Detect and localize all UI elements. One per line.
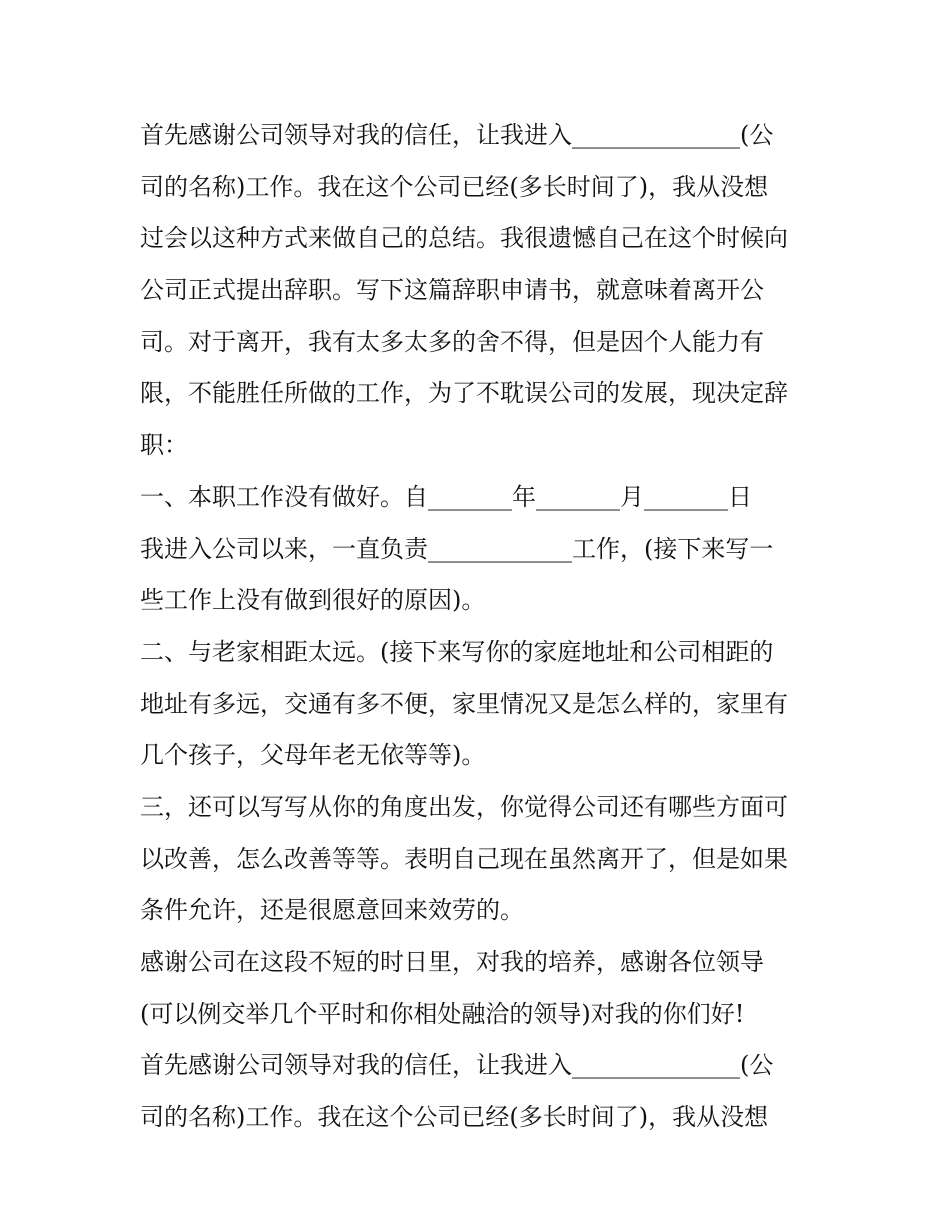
document-body	[140, 110, 820, 1144]
text-line: 职：	[140, 431, 188, 460]
text-line: 二、与老家相距太远。(接下来写你的家庭地址和公司相距的	[140, 637, 774, 666]
text-line: 司。对于离开，我有太多太多的舍不得，但是因个人能力有	[140, 327, 764, 356]
text-line: 限，不能胜任所做的工作，为了不耽误公司的发展，现决定辞	[140, 379, 788, 408]
text-line: 司的名称)工作。我在这个公司已经(多长时间了)，我从没想	[140, 1103, 769, 1132]
text-line: 我进入公司以来，一直负责____________工作，(接下来写一	[140, 534, 774, 563]
text-line: 司的名称)工作。我在这个公司已经(多长时间了)，我从没想	[140, 172, 769, 201]
text-line: 三，还可以写写从你的角度出发，你觉得公司还有哪些方面可	[140, 792, 788, 821]
text-line: 条件允许，还是很愿意回来效劳的。	[140, 896, 524, 925]
text-line: 首先感谢公司领导对我的信任，让我进入______________(公	[140, 121, 774, 149]
text-line: 首先感谢公司领导对我的信任，让我进入______________(公	[140, 1051, 774, 1080]
text-line: 以改善，怎么改善等等。表明自己现在虽然离开了，但是如果	[140, 844, 788, 873]
text-line: 过会以这种方式来做自己的总结。我很遗憾自己在这个时候向	[140, 224, 788, 253]
text-line: 几个孩子，父母年老无依等等)。	[140, 741, 486, 770]
text-line: 公司正式提出辞职。写下这篇辞职申请书，就意味着离开公	[140, 276, 764, 305]
text-line: 些工作上没有做到很好的原因)。	[140, 586, 486, 615]
text-line: 一、本职工作没有做好。自_______年_______月_______日	[140, 482, 752, 511]
text-line: 地址有多远，交通有多不便，家里情况又是怎么样的，家里有	[140, 689, 788, 718]
text-line: (可以例交举几个平时和你相处融洽的领导)对我的你们好!	[140, 999, 745, 1028]
text-line: 感谢公司在这段不短的时日里，对我的培养，感谢各位领导	[140, 948, 764, 976]
